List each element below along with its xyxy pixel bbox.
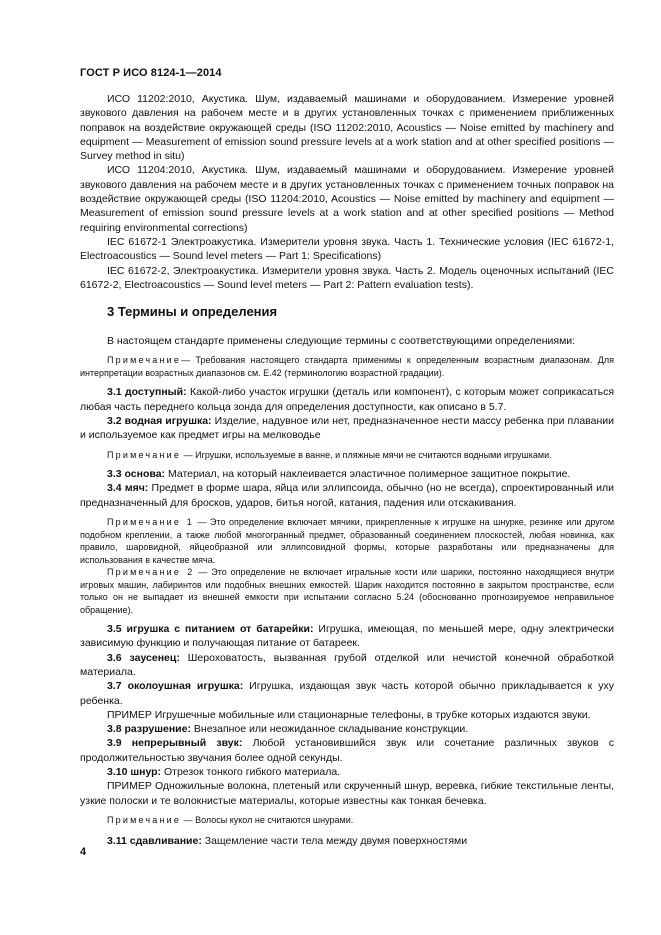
term-definition: Игрушка, издающая звук часть которой обычно прикладывается к уху ребенка. xyxy=(80,680,614,707)
note-text: — Волосы кукол не считаются шнурами. xyxy=(181,814,354,825)
term-3-4 xyxy=(80,481,614,510)
note xyxy=(80,449,614,462)
term-definition: Любой установившийся звук или сочетание различных звуков с продолжительностью звучания более одной секунды. xyxy=(80,737,615,764)
term-definition: Отрезок тонкого гибкого материала. xyxy=(161,766,341,778)
note-text: — Игрушки, используемые в ванне, и пляжные мячи не считаются водными игрушками. xyxy=(181,449,552,460)
note-text: — Требования настоящего стандарта применимы к определенным возрастным диапазонам. Для интерпретации возрастных диапазонов см. Е.42 (терминологию возрастной градации). xyxy=(80,355,614,378)
term-label: 3.6 заусенец: xyxy=(107,651,180,664)
term-definition: Внезапное или неожиданное складывание конструкции. xyxy=(190,723,469,736)
term-definition: Материал, на который наклеивается эластичное полимерное защитное покрытие. xyxy=(165,468,571,481)
term-definition: Защемление части тела между двумя поверхностями xyxy=(201,835,468,848)
term-label: 3.10 шнур: xyxy=(107,766,162,778)
section-intro: В настоящем стандарте применены следующие термины с соответствующими определениями: xyxy=(107,335,576,348)
note-label: Примечание 2 xyxy=(107,567,195,578)
term-3-7 xyxy=(80,679,614,708)
note xyxy=(80,516,614,566)
term-definition: Предмет в форме шара, яйца или эллипсоида, обычно (но не всегда), спроектированный или предназначенный для бросков, ударов, битья ногой, катания, падения или отскакивания. xyxy=(80,482,614,509)
example: ПРИМЕР Игрушечные мобильные или стационарные телефоны, в трубке которых издаются звуки. xyxy=(107,708,591,721)
reference-item: ИСО 11202:2010, Акустика. Шум, издаваемый машинами и оборудованием. Измерение уровней звукового давления на рабочем месте и в других установленных точках с применением приближенных поправок на воздействие окружающей среды (ISO 11202:2010, Acoustics — Noise emitted by machinery and equipment — Measurement of emission sound pressure levels at a work station and at other specified positions — Survey method in situ) xyxy=(80,93,614,163)
term-3-5 xyxy=(80,622,614,651)
page-number: 4 xyxy=(80,846,87,858)
term-label: 3.4 мяч: xyxy=(107,482,149,495)
term-definition: Какой-либо участок игрушки (деталь или компонент), с которым может соприкасаться любая часть переднего кольца зонда для определения доступности, как описано в 5.7. xyxy=(80,386,615,413)
term-3-1 xyxy=(80,385,614,414)
note-label: Примечание xyxy=(107,814,182,825)
term-label: 3.1 доступный: xyxy=(107,386,187,399)
note xyxy=(80,566,614,616)
term-label: 3.3 основа: xyxy=(107,468,166,481)
term-label: 3.8 разрушение: xyxy=(107,723,191,736)
term-3-11 xyxy=(80,834,614,848)
document-body xyxy=(80,92,614,849)
reference-item: IEC 61672-2, Электроакустика. Измерители уровня звука. Часть 2. Модель оценочных испытаний (IEC 61672-2, Electroacoustics — Sound level meters — Part 2: Pattern evaluation tests). xyxy=(80,264,614,291)
term-label: 3.7 околоушная игрушка: xyxy=(107,680,244,693)
section-title: 3 Термины и определения xyxy=(107,304,278,320)
note-label: Примечание 1 xyxy=(107,517,195,528)
term-3-10 xyxy=(80,765,614,779)
note-label: Примечание xyxy=(107,449,182,460)
term-definition: Игрушка, имеющая, по меньшей мере, одну электрически зависимую функцию и получающая питание от батареек. xyxy=(80,623,614,650)
document-header: ГОСТ Р ИСО 8124-1—2014 xyxy=(80,67,222,79)
term-definition: Изделие, надувное или нет, предназначенное нести массу ребенка при плавании и используемое как предмет игры на мелководье xyxy=(80,415,614,442)
note xyxy=(80,814,614,827)
term-label: 3.5 игрушка с питанием от батарейки: xyxy=(107,623,314,636)
term-label: 3.2 водная игрушка: xyxy=(107,415,212,428)
note-text: — Это определение не включает игральные кости или шарики, постоянно находящиеся внутри игровых машин, лабиринтов или подобных внешних емкостей. Шарик находится постоянно в закрытом пространстве, если только он не выпадает из внешней емкости при испытании согласно 5.24 (обоснованно прогнозируемое неправильное обращение). xyxy=(80,567,614,615)
note-label: Примечание xyxy=(107,355,182,366)
term-3-3 xyxy=(80,467,614,481)
example: ПРИМЕР Одножильные волокна, плетеный или скрученный шнур, веревка, гибкие текстильные ленты, узкие полоски и те волокнистые материалы, которые известны как тонкая бечевка. xyxy=(80,780,614,807)
term-3-8 xyxy=(80,722,614,736)
note xyxy=(80,354,614,379)
term-3-2 xyxy=(80,414,614,443)
note-text: — Это определение включает мячики, прикрепленные к игрушке на шнурке, резинке или другом подобном креплении, а также любой многогранный предмет, образованный соединением плоскостей, любая новинка, как правило, шаровидной, яйцеобразной или эллипсовидной формы, которые разработаны или предназначены для использования в качестве мяча. xyxy=(80,517,615,565)
term-3-6 xyxy=(80,651,614,680)
reference-item: IEC 61672-1 Электроакустика. Измерители уровня звука. Часть 1. Технические условия (IEC 61672-1, Electroacoustics — Sound level meters — Part 1: Specifications) xyxy=(80,235,614,263)
reference-item: ИСО 11204:2010, Акустика. Шум, издаваемый машинами и оборудованием. Измерение уровней звукового давления на рабочем месте и в других установленных точках с применением точных поправок на воздействие окружающей среды (ISO 11204:2010, Acoustics — Noise emitted by machinery and equipment — Measurement of emission sound pressure levels at a work station and at other specified positions — Method requiring environmental corrections) xyxy=(80,164,614,234)
term-3-9 xyxy=(80,736,614,765)
term-definition: Шероховатость, вызванная грубой отделкой или нечистой конечной обработкой материала. xyxy=(80,651,615,678)
term-label: 3.9 непрерывный звук: xyxy=(107,737,243,750)
term-label: 3.11 сдавливание: xyxy=(107,835,202,848)
